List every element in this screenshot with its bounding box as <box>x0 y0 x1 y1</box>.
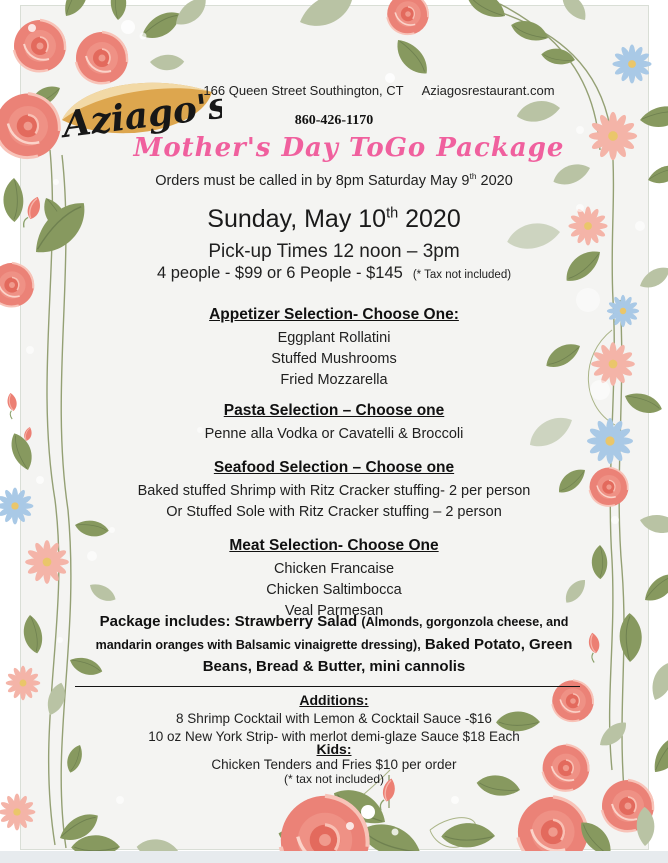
pickup-times: Pick-up Times 12 noon – 3pm <box>208 241 460 262</box>
addition-item: 10 oz New York Strip- with merlot demi-glaze Sauce $18 Each <box>148 728 520 744</box>
menu-item: Veal Parmesan <box>284 603 384 619</box>
meat-heading: Meat Selection- Choose One <box>229 537 439 554</box>
appetizer-items <box>0 328 668 391</box>
kids-tax-note: (* tax not included) <box>283 772 385 786</box>
kids-items <box>0 757 668 772</box>
website-text: Aziagosrestaurant.com <box>421 83 555 98</box>
street-address: 166 Queen Street Southington, CT <box>203 83 404 98</box>
event-date <box>0 205 668 234</box>
menu-item: Eggplant Rollatini <box>277 330 391 346</box>
date-text: Sunday, May 10 <box>207 205 387 233</box>
package-note-detail: (Almonds, gorgonzola cheese, and mandarin oranges with Balsamic vinaigrette dressing), <box>95 615 569 652</box>
package-note <box>79 611 589 678</box>
kids-heading: Kids: <box>316 741 352 757</box>
appetizer-heading: Appetizer Selection- Choose One: <box>209 306 459 323</box>
addition-item: 8 Shrimp Cocktail with Lemon & Cocktail Sauce -$16 <box>176 711 492 726</box>
phone-number: 860-426-1170 <box>294 113 374 128</box>
pasta-heading: Pasta Selection – Choose one <box>223 402 445 419</box>
address-line <box>90 83 668 98</box>
pricing-text: 4 people - $99 or 6 People - $145 <box>156 264 403 282</box>
order-deadline <box>0 171 668 189</box>
menu-item: Baked stuffed Shrimp with Ritz Cracker stuffing- 2 per person <box>137 483 531 499</box>
ordinal-suffix: th <box>386 205 399 222</box>
seafood-items <box>0 481 668 522</box>
menu-item: Or Stuffed Sole with Ritz Cracker stuffing – 2 person <box>166 503 502 520</box>
pasta-items <box>0 424 668 445</box>
additions-heading: Additions: <box>299 692 369 708</box>
menu-item: Stuffed Mushrooms <box>271 351 397 367</box>
additions-items <box>0 710 668 745</box>
ordinal-suffix: th <box>469 171 477 181</box>
deadline-text: Orders must be called in by 8pm Saturday May 9 <box>155 172 470 189</box>
deadline-year: 2020 <box>476 172 513 189</box>
menu-item: Penne alla Vodka or Cavatelli & Broccoli <box>204 426 464 442</box>
pricing-line <box>0 264 668 283</box>
date-year: 2020 <box>398 205 461 233</box>
package-note-main: Package includes: Strawberry Salad <box>99 613 362 630</box>
menu-item: Chicken Saltimbocca <box>266 582 402 598</box>
menu-item: Fried Mozzarella <box>280 372 388 388</box>
section-divider <box>75 686 580 687</box>
package-note-main: Baked Potato, Green Beans, Bread & Butter, mini cannolis <box>202 635 573 675</box>
bottom-edge-strip <box>0 851 668 863</box>
logo-text: Aziago's <box>60 84 222 147</box>
seafood-heading: Seafood Selection – Choose one <box>213 459 455 476</box>
menu-item: Chicken Francaise <box>273 561 395 577</box>
flyer-title: Mother's Day ToGo Package <box>133 133 565 163</box>
tax-note: (* Tax not included) <box>412 269 512 281</box>
kids-item: Chicken Tenders and Fries $10 per order <box>211 757 457 772</box>
